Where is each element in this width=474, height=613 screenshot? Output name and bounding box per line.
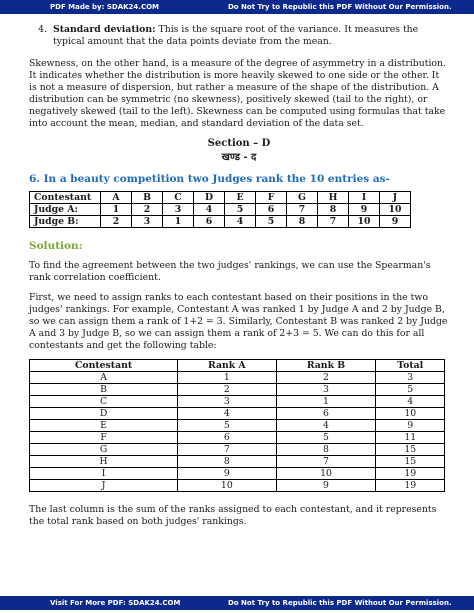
term-description: This is the square root of the variance. It measures the typical amount that the data points deviate from the mean. bbox=[53, 24, 419, 47]
table-cell: 2 bbox=[101, 216, 132, 228]
table-cell: 1 bbox=[101, 204, 132, 216]
judge-ranking-table bbox=[29, 191, 411, 228]
table-cell: 5 bbox=[178, 420, 276, 432]
table-cell: 5 bbox=[256, 216, 287, 228]
table-cell: 3 bbox=[276, 384, 376, 396]
table-cell: 5 bbox=[276, 432, 376, 444]
table-cell: 5 bbox=[376, 384, 445, 396]
footer-left-text: Visit For More PDF: SDAK24.COM bbox=[50, 599, 181, 607]
table-header-cell: Total bbox=[376, 360, 445, 372]
table-cell: B bbox=[30, 384, 178, 396]
table-cell: 9 bbox=[349, 204, 380, 216]
table-cell: 6 bbox=[276, 408, 376, 420]
table-row bbox=[30, 432, 445, 444]
table-cell: A bbox=[30, 372, 178, 384]
table-cell: 5 bbox=[225, 204, 256, 216]
table-cell: 2 bbox=[276, 372, 376, 384]
table-header-cell: Contestant bbox=[30, 360, 178, 372]
table-header-cell: Rank B bbox=[276, 360, 376, 372]
table-row bbox=[30, 216, 411, 228]
table-header-cell: J bbox=[380, 192, 411, 204]
table-header-cell: F bbox=[256, 192, 287, 204]
solution-heading: Solution: bbox=[29, 240, 83, 252]
skewness-paragraph: Skewness, on the other hand, is a measure of the degree of asymmetry in a distribution. It indicates whether the distribution is more heavily skewed to one side or the other. It is not a measure of dispersion, but rather a measure of the shape of the distribution. A distribution can be symmetric (no skewness), positively skewed (tail to the right), or negatively skewed (tail to the left). Skewness can be computed using formulas that take into account the mean, median, and standard deviation of the data set. bbox=[29, 58, 446, 129]
table-header-cell: H bbox=[318, 192, 349, 204]
list-item-number: 4. bbox=[38, 24, 47, 35]
table-row bbox=[30, 468, 445, 480]
table-cell: G bbox=[30, 444, 178, 456]
table-cell: 1 bbox=[178, 372, 276, 384]
table-cell: 2 bbox=[178, 384, 276, 396]
table-cell: 9 bbox=[376, 420, 445, 432]
table-cell: 4 bbox=[276, 420, 376, 432]
table-row bbox=[30, 192, 411, 204]
table-cell: 4 bbox=[376, 396, 445, 408]
table-cell: 7 bbox=[318, 216, 349, 228]
section-title-hindi: खण्ड - द bbox=[221, 152, 257, 163]
solution-paragraph-2: First, we need to assign ranks to each contestant based on their positions in the two judges' rankings. For example, Contestant A was ranked 1 by Judge A and 2 by Judge B, so we can assign them a rank of 1+2 = 3. Similarly, Contestant B was ranked 2 by Judge A and 3 by Judge B, so we can assign them a rank of 2+3 = 5. We can do this for all contestants and get the following table: bbox=[29, 292, 448, 351]
table-cell: 3 bbox=[178, 396, 276, 408]
table-header-row bbox=[30, 360, 445, 372]
table-cell: 10 bbox=[178, 480, 276, 492]
term-label: Standard deviation: bbox=[53, 24, 156, 35]
table-row bbox=[30, 420, 445, 432]
table-row bbox=[30, 384, 445, 396]
table-row bbox=[30, 204, 411, 216]
table-cell: I bbox=[30, 468, 178, 480]
table-row bbox=[30, 372, 445, 384]
table-header-cell: C bbox=[163, 192, 194, 204]
table-row bbox=[30, 456, 445, 468]
table-cell: 19 bbox=[376, 468, 445, 480]
table-cell: 3 bbox=[163, 204, 194, 216]
row-label: Judge A: bbox=[30, 204, 101, 216]
table-cell: 4 bbox=[225, 216, 256, 228]
header-left-text: PDF Made by: SDAK24.COM bbox=[50, 3, 160, 11]
table-cell: C bbox=[30, 396, 178, 408]
table-header-cell: G bbox=[287, 192, 318, 204]
table-row bbox=[30, 396, 445, 408]
closing-paragraph: The last column is the sum of the ranks assigned to each contestant, and it represents the total rank based on both judges' rankings. bbox=[29, 504, 437, 527]
rank-table bbox=[29, 359, 445, 492]
table-cell: 9 bbox=[276, 480, 376, 492]
table-cell: 6 bbox=[178, 432, 276, 444]
table-cell: 4 bbox=[194, 204, 225, 216]
table-header-cell: Rank A bbox=[178, 360, 276, 372]
table-row bbox=[30, 480, 445, 492]
table-cell: 7 bbox=[178, 444, 276, 456]
table-header-cell: E bbox=[225, 192, 256, 204]
header-bar bbox=[0, 0, 474, 14]
table-cell: 8 bbox=[318, 204, 349, 216]
table-cell: 7 bbox=[287, 204, 318, 216]
question-heading: 6. In a beauty competition two Judges rank the 10 entries as- bbox=[29, 173, 390, 185]
table-header-cell: B bbox=[132, 192, 163, 204]
table-cell: 1 bbox=[163, 216, 194, 228]
table-cell: 3 bbox=[132, 216, 163, 228]
table-cell: 9 bbox=[178, 468, 276, 480]
table-header-cell: I bbox=[349, 192, 380, 204]
table-cell: E bbox=[30, 420, 178, 432]
table-cell: 6 bbox=[256, 204, 287, 216]
table-cell: 2 bbox=[132, 204, 163, 216]
table-cell: 11 bbox=[376, 432, 445, 444]
footer-right-text: Do Not Try to Republic this PDF Without Our Permission. bbox=[228, 599, 452, 607]
table-cell: 7 bbox=[276, 456, 376, 468]
list-item-standard-deviation bbox=[29, 24, 449, 48]
table-header-cell: Contestant bbox=[30, 192, 101, 204]
table-cell: 9 bbox=[380, 216, 411, 228]
table-cell: 8 bbox=[276, 444, 376, 456]
table-cell: 4 bbox=[178, 408, 276, 420]
table-cell: J bbox=[30, 480, 178, 492]
table-cell: 10 bbox=[276, 468, 376, 480]
row-label: Judge B: bbox=[30, 216, 101, 228]
table-cell: 10 bbox=[349, 216, 380, 228]
table-header-cell: D bbox=[194, 192, 225, 204]
table-header-cell: A bbox=[101, 192, 132, 204]
table-cell: 3 bbox=[376, 372, 445, 384]
table-row bbox=[30, 408, 445, 420]
table-cell: 15 bbox=[376, 444, 445, 456]
table-cell: 6 bbox=[194, 216, 225, 228]
table-cell: 10 bbox=[380, 204, 411, 216]
table-cell: 10 bbox=[376, 408, 445, 420]
table-cell: 1 bbox=[276, 396, 376, 408]
table-cell: D bbox=[30, 408, 178, 420]
table-cell: 19 bbox=[376, 480, 445, 492]
table-cell: 8 bbox=[178, 456, 276, 468]
table-cell: H bbox=[30, 456, 178, 468]
solution-paragraph-1: To find the agreement between the two judges' rankings, we can use the Spearman's rank correlation coefficient. bbox=[29, 260, 431, 283]
list-item-body bbox=[53, 24, 449, 48]
table-cell: 15 bbox=[376, 456, 445, 468]
footer-bar bbox=[0, 596, 474, 610]
table-row bbox=[30, 444, 445, 456]
section-title: Section – D bbox=[207, 138, 271, 149]
table-cell: F bbox=[30, 432, 178, 444]
header-right-text: Do Not Try to Republic this PDF Without Our Permission. bbox=[228, 3, 452, 11]
page-content bbox=[29, 24, 449, 528]
table-cell: 8 bbox=[287, 216, 318, 228]
